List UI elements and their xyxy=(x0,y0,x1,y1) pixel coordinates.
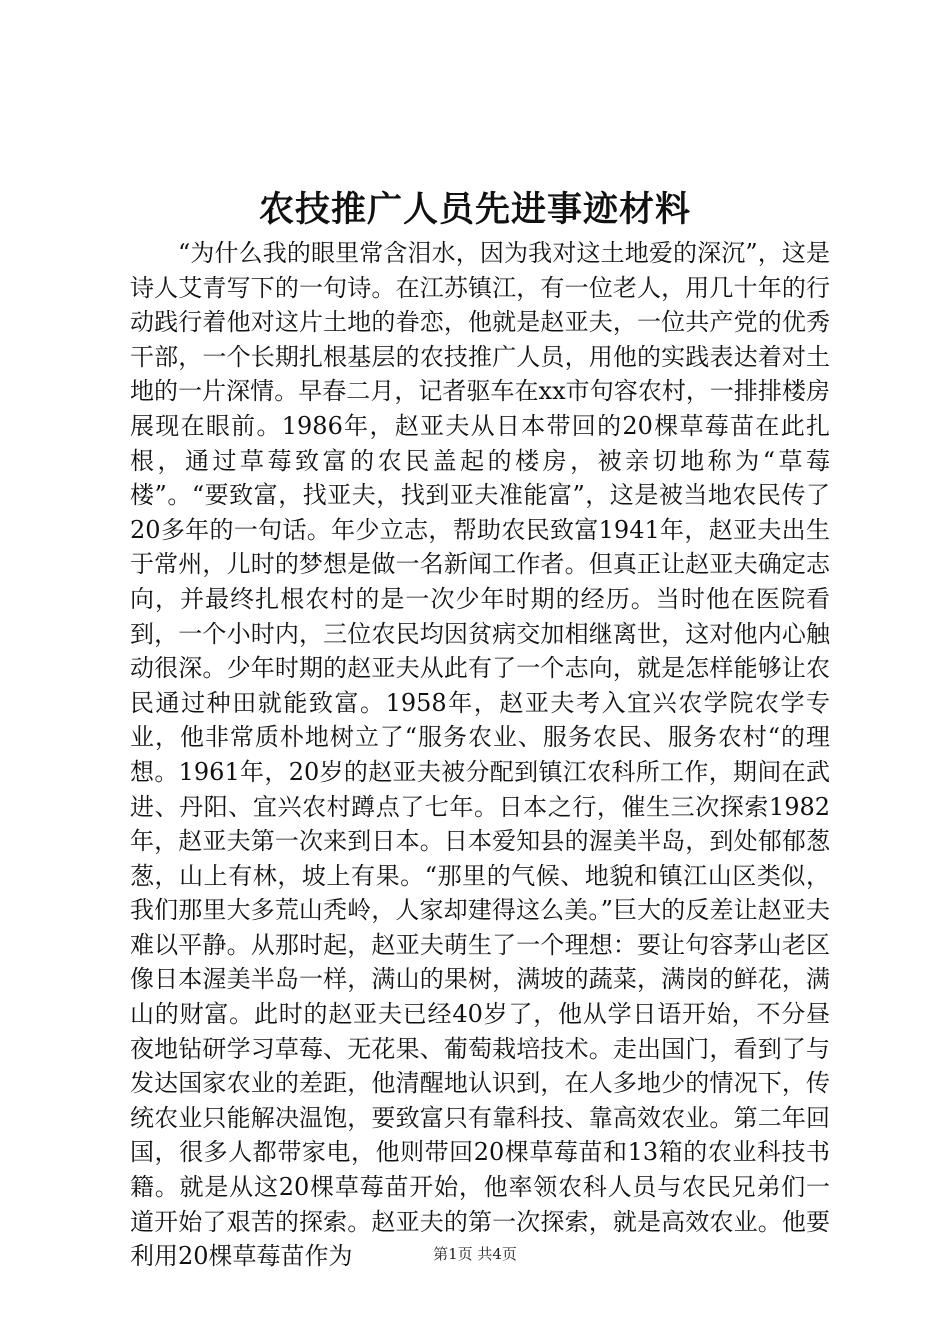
document-body-paragraph: “为什么我的眼里常含泪水，因为我对这土地爱的深沉”，这是诗人艾青写下的一句诗。在江苏镇江，有一位老人，用几十年的行动践行着他对这片土地的眷恋，他就是赵亚夫，一位共产党的优秀干部，一个长期扎根基层的农技推广人员，用他的实践表达着对土地的一片深情。早春二月，记者驱车在xx市句容农村，一排排楼房展现在眼前。1986年，赵亚夫从日本带回的20棵草莓苗在此扎根，通过草莓致富的农民盖起的楼房，被亲切地称为“草莓楼”。“要致富，找亚夫，找到亚夫准能富”，这是被当地农民传了20多年的一句话。年少立志，帮助农民致富1941年，赵亚夫出生于常州，儿时的梦想是做一名新闻工作者。但真正让赵亚夫确定志向，并最终扎根农村的是一次少年时期的经历。当时他在医院看到，一个小时内，三位农民均因贫病交加相继离世，这对他内心触动很深。少年时期的赵亚夫从此有了一个志向，就是怎样能够让农民通过种田就能致富。1958年，赵亚夫考入宜兴农学院农学专业，他非常质朴地树立了“服务农业、服务农民、服务农村“的理想。1961年，20岁的赵亚夫被分配到镇江农科所工作，期间在武进、丹阳、宜兴农村蹲点了七年。日本之行，催生三次探索1982年，赵亚夫第一次来到日本。日本爱知县的渥美半岛，到处郁郁葱葱，山上有林，坡上有果。“那里的气候、地貌和镇江山区类似，我们那里大多荒山秃岭，人家却建得这么美。”巨大的反差让赵亚夫难以平静。从那时起，赵亚夫萌生了一个理想：要让句容茅山老区像日本渥美半岛一样，满山的果树，满坡的蔬菜，满岗的鲜花，满山的财富。此时的赵亚夫已经40岁了，他从学日语开始，不分昼夜地钻研学习草莓、无花果、葡萄栽培技术。走出国门，看到了与发达国家农业的差距，他清醒地认识到，在人多地少的情况下，传统农业只能解决温饱，要致富只有靠科技、靠高效农业。第二年回国，很多人都带家电，他则带回20棵草莓苗和13箱的农业科技书籍。就是从这20棵草莓苗开始，他率领农科人员与农民兄弟们一道开始了艰苦的探索。赵亚夫的第一次探索，就是高效农业。他要利用20棵草莓苗作为 xyxy=(130,239,830,1271)
document-title: 农技推广人员先进事迹材料 xyxy=(258,190,691,230)
page-footer: 第1页 共4页 xyxy=(433,1245,517,1263)
